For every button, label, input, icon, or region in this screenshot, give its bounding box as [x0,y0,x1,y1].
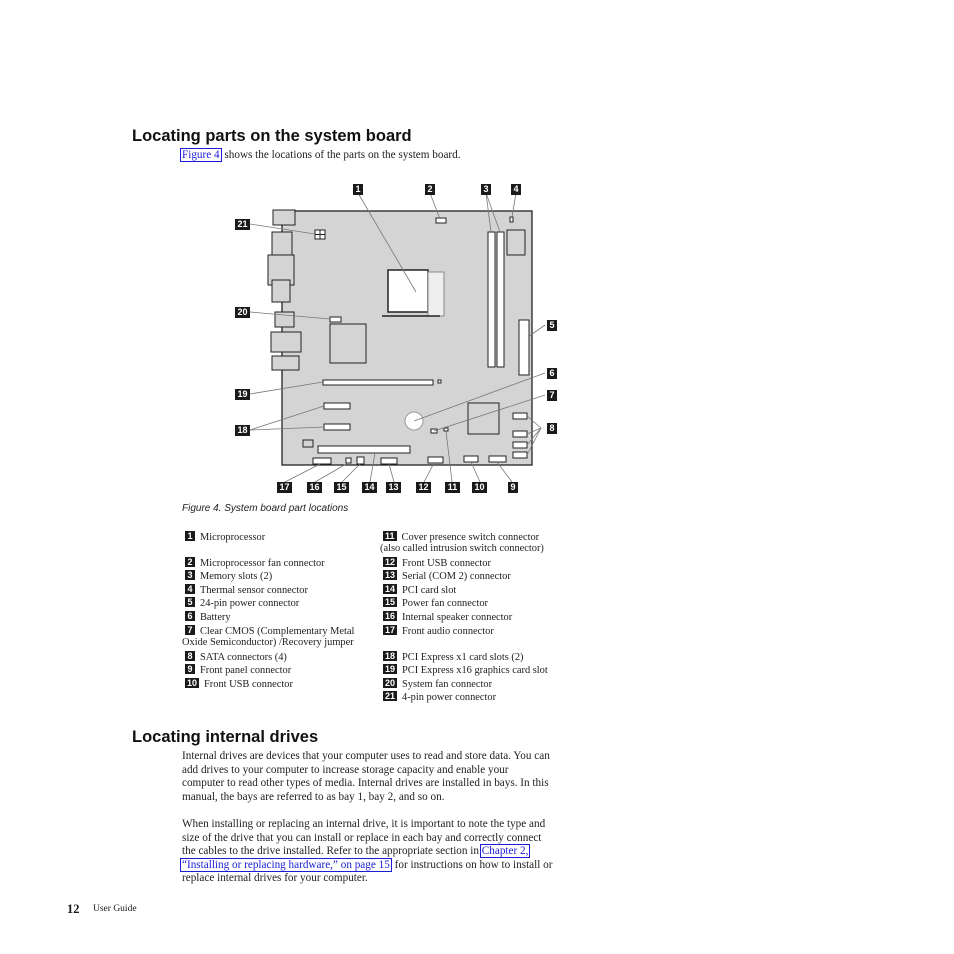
callout-11: 11 [445,482,460,493]
legend-item-15: 15 Power fan connector [385,597,488,609]
callout-19: 19 [235,389,250,400]
intro-text: shows the locations of the parts on the system board. [221,149,461,161]
legend-item-8: 8 SATA connectors (4) [185,651,287,665]
callout-7: 7 [547,390,557,401]
legend-item-9: 9 Front panel connector [185,664,291,678]
legend-item-16: 16 Internal speaker connector [385,611,513,623]
legend-item-6: 6 Battery [185,611,231,625]
callout-18: 18 [235,425,250,436]
chapter-2-link[interactable]: Chapter 2, [481,845,529,858]
legend-item-11: 11 Cover presence switch connector [385,531,540,543]
drives-paragraph-2: When installing or replacing an internal drive, it is important to note the type and size of the drive that you can install or replace in each bay and correctly connect the cables to the drive installed. Refer to the appropriate section in Chapter 2, “Installing or replacing hardware,” on page 15 for instructions on how to install or replace internal drives for your computer. [182,818,553,885]
legend-item-7: 7 Clear CMOS (Complementary Metal [185,625,354,639]
callout-14: 14 [362,482,377,493]
callout-8: 8 [547,423,557,434]
drives-paragraph-1: Internal drives are devices that your computer uses to read and store data. You can add drives to your computer to increase storage capacity and enable your computer to read other types of media. Internal drives are installed in bays. In this manual, the bays are referred to as bay 1, bay 2, and so on. [182,750,550,803]
callout-20: 20 [235,307,250,318]
legend-item-19: 19 PCI Express x16 graphics card slot [385,664,548,676]
callout-16: 16 [307,482,322,493]
figure-4-link[interactable]: Figure 4 [182,149,220,161]
callout-5: 5 [547,320,557,331]
legend-item-13: 13 Serial (COM 2) connector [385,570,511,582]
section-heading-internal-drives: Locating internal drives [132,728,319,746]
chapter-2-link-cont[interactable]: “Installing or replacing hardware,” on page 15 [182,858,390,871]
callout-17: 17 [277,482,292,493]
legend-item-14: 14 PCI card slot [385,584,457,596]
legend-item-21: 21 4-pin power connector [385,691,497,703]
page-number: 12 [67,902,80,916]
legend-item-1: 1 Microprocessor [185,531,265,545]
callout-13: 13 [386,482,401,493]
legend-item-12: 12 Front USB connector [385,557,491,569]
legend-item-10: 10 Front USB connector [187,678,293,690]
callout-3: 3 [481,184,491,195]
figure-caption: Figure 4. System board part locations [182,503,349,514]
legend-item-2: 2 Microprocessor fan connector [185,557,325,571]
footer-title: User Guide [93,904,137,914]
callout-1: 1 [353,184,363,195]
callout-12: 12 [416,482,431,493]
callout-4: 4 [511,184,521,195]
callout-9: 9 [508,482,518,493]
section-heading-system-board: Locating parts on the system board [132,127,412,145]
legend-item-4: 4 Thermal sensor connector [185,584,308,598]
legend-item-11-cont: (also called intrusion switch connector) [380,543,544,554]
callout-15: 15 [334,482,349,493]
legend-item-3: 3 Memory slots (2) [185,570,272,584]
legend-item-7-cont: Oxide Semiconductor) /Recovery jumper [182,637,354,648]
callout-10: 10 [472,482,487,493]
legend-item-20: 20 System fan connector [385,678,493,690]
callout-21: 21 [235,219,250,230]
legend-item-17: 17 Front audio connector [385,625,494,637]
legend-item-18: 18 PCI Express x1 card slots (2) [385,651,524,663]
legend-item-5: 5 24-pin power connector [185,597,299,611]
callout-6: 6 [547,368,557,379]
callout-2: 2 [425,184,435,195]
